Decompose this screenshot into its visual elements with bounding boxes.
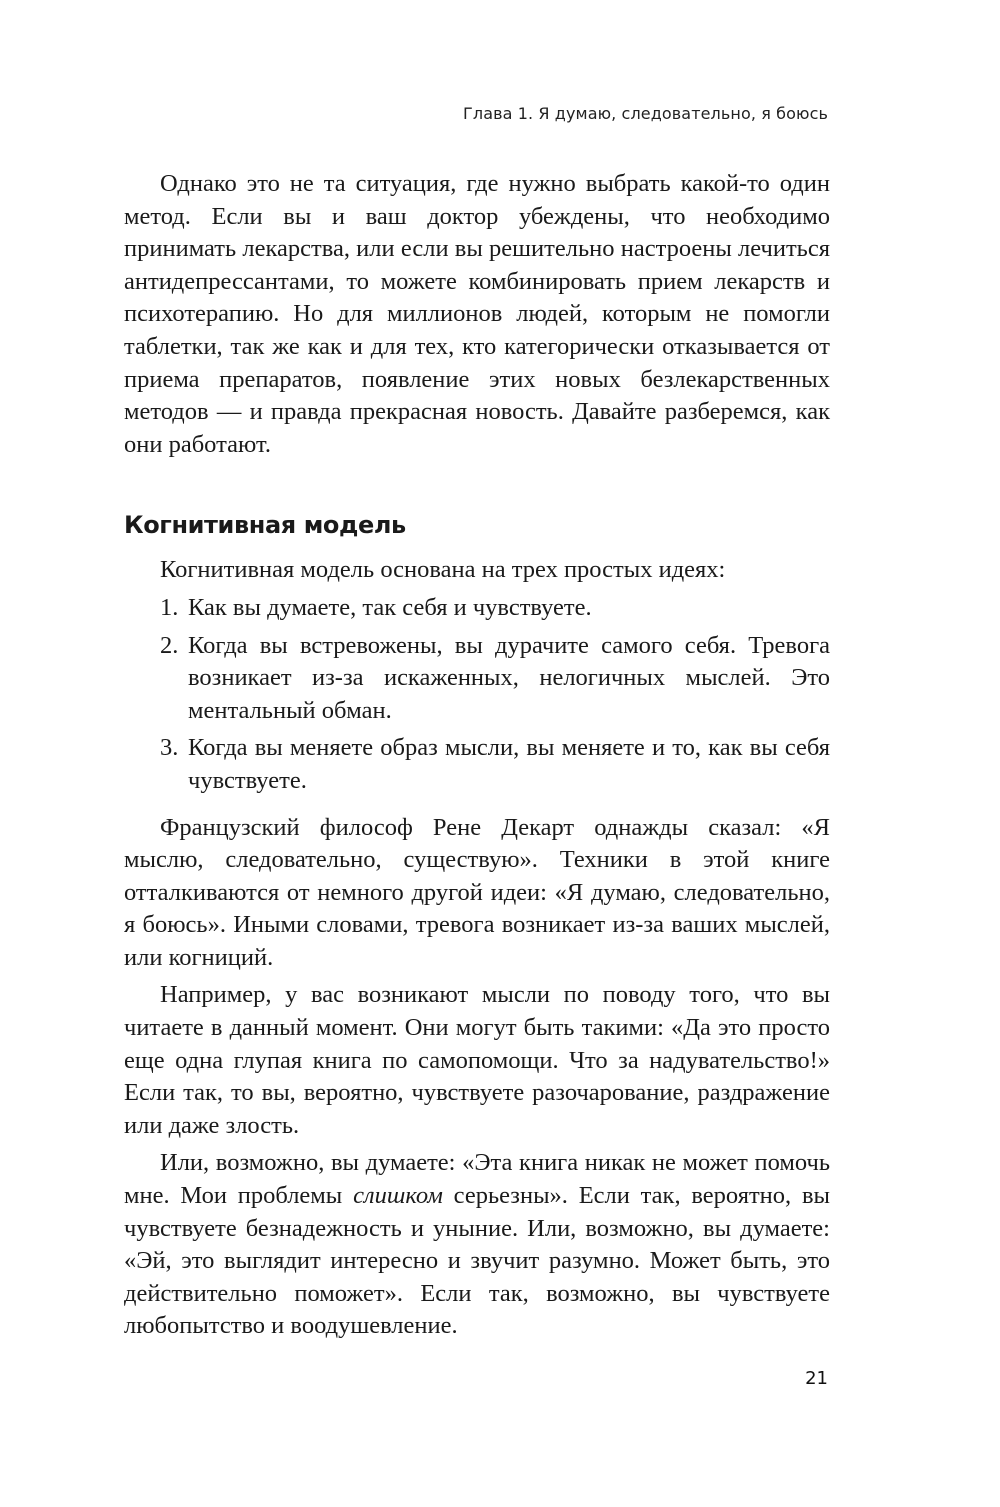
- list-item: [124, 592, 830, 625]
- running-head: Глава 1. Я думаю, следовательно, я боюсь: [463, 104, 828, 123]
- paragraph-alternatives-part-2: серьезны». Если так, вероятно, вы чувствуете безнадежность и уныние. Или, возможно, вы думаете: «Эй, это выглядит интересно и звучит разумно. Может быть, это действительно поможет». Если так, возможно, вы чувствуете любопытство и воодушевление.: [124, 1182, 830, 1340]
- list-item: [124, 630, 830, 728]
- paragraph-descartes: Французский философ Рене Декарт однажды сказал: «Я мыслю, следовательно, существую». Техники в этой книге отталкиваются от немного другой идеи: «Я думаю, следовательно, я боюсь». Иными словами, тревога возникает из-за ваших мыслей, или когниций.: [124, 813, 830, 971]
- list-item-text: Когда вы встревожены, вы дурачите самого себя. Тревога возникает из-за искаженных, нелогичных мыслей. Это ментальный обман.: [188, 631, 830, 724]
- paragraph-example: Например, у вас возникают мысли по поводу того, что вы читаете в данный момент. Они могут быть такими: «Да это просто еще одна глупая книга по самопомощи. Что за надувательство!» Если так, то вы, вероятно, чувствуете разочарование, раздражение или даже злость.: [124, 981, 830, 1139]
- emphasis-word: слишком: [353, 1182, 443, 1210]
- list-item-number: 2.: [160, 631, 179, 659]
- section-heading: Когнитивная модель: [124, 511, 406, 540]
- list-item-number: 3.: [160, 734, 179, 762]
- paragraph-alternatives: [124, 1147, 830, 1343]
- ideas-list: [124, 592, 830, 798]
- list-item-text: Как вы думаете, так себя и чувствуете.: [188, 593, 592, 621]
- list-item: [124, 732, 830, 797]
- paragraph-model-intro: Когнитивная модель основана на трех простых идеях:: [160, 556, 726, 584]
- list-item-text: Когда вы меняете образ мысли, вы меняете и то, как вы себя чувствуете.: [188, 734, 830, 794]
- paragraph-methods: Однако это не та ситуация, где нужно выбрать какой-то один метод. Если вы и ваш доктор убеждены, что необходимо принимать лекарства, или если вы решительно настроены лечиться антидепрессантами, то можете комбинировать прием лекарств и психотерапию. Но для миллионов людей, которым не помогли таблетки, так же как и для тех, кто категорически отказывается от приема препаратов, появление этих новых безлекарственных методов — и правда прекрасная новость. Давайте разберемся, как они работают.: [124, 170, 830, 458]
- list-item-number: 1.: [160, 593, 179, 621]
- paragraph-alternatives-part-1: Или, возможно, вы думаете: «Эта книга никак не может помочь мне. Мои проблемы: [124, 1149, 830, 1210]
- page-number: 21: [805, 1368, 828, 1389]
- page-body: [124, 168, 830, 1343]
